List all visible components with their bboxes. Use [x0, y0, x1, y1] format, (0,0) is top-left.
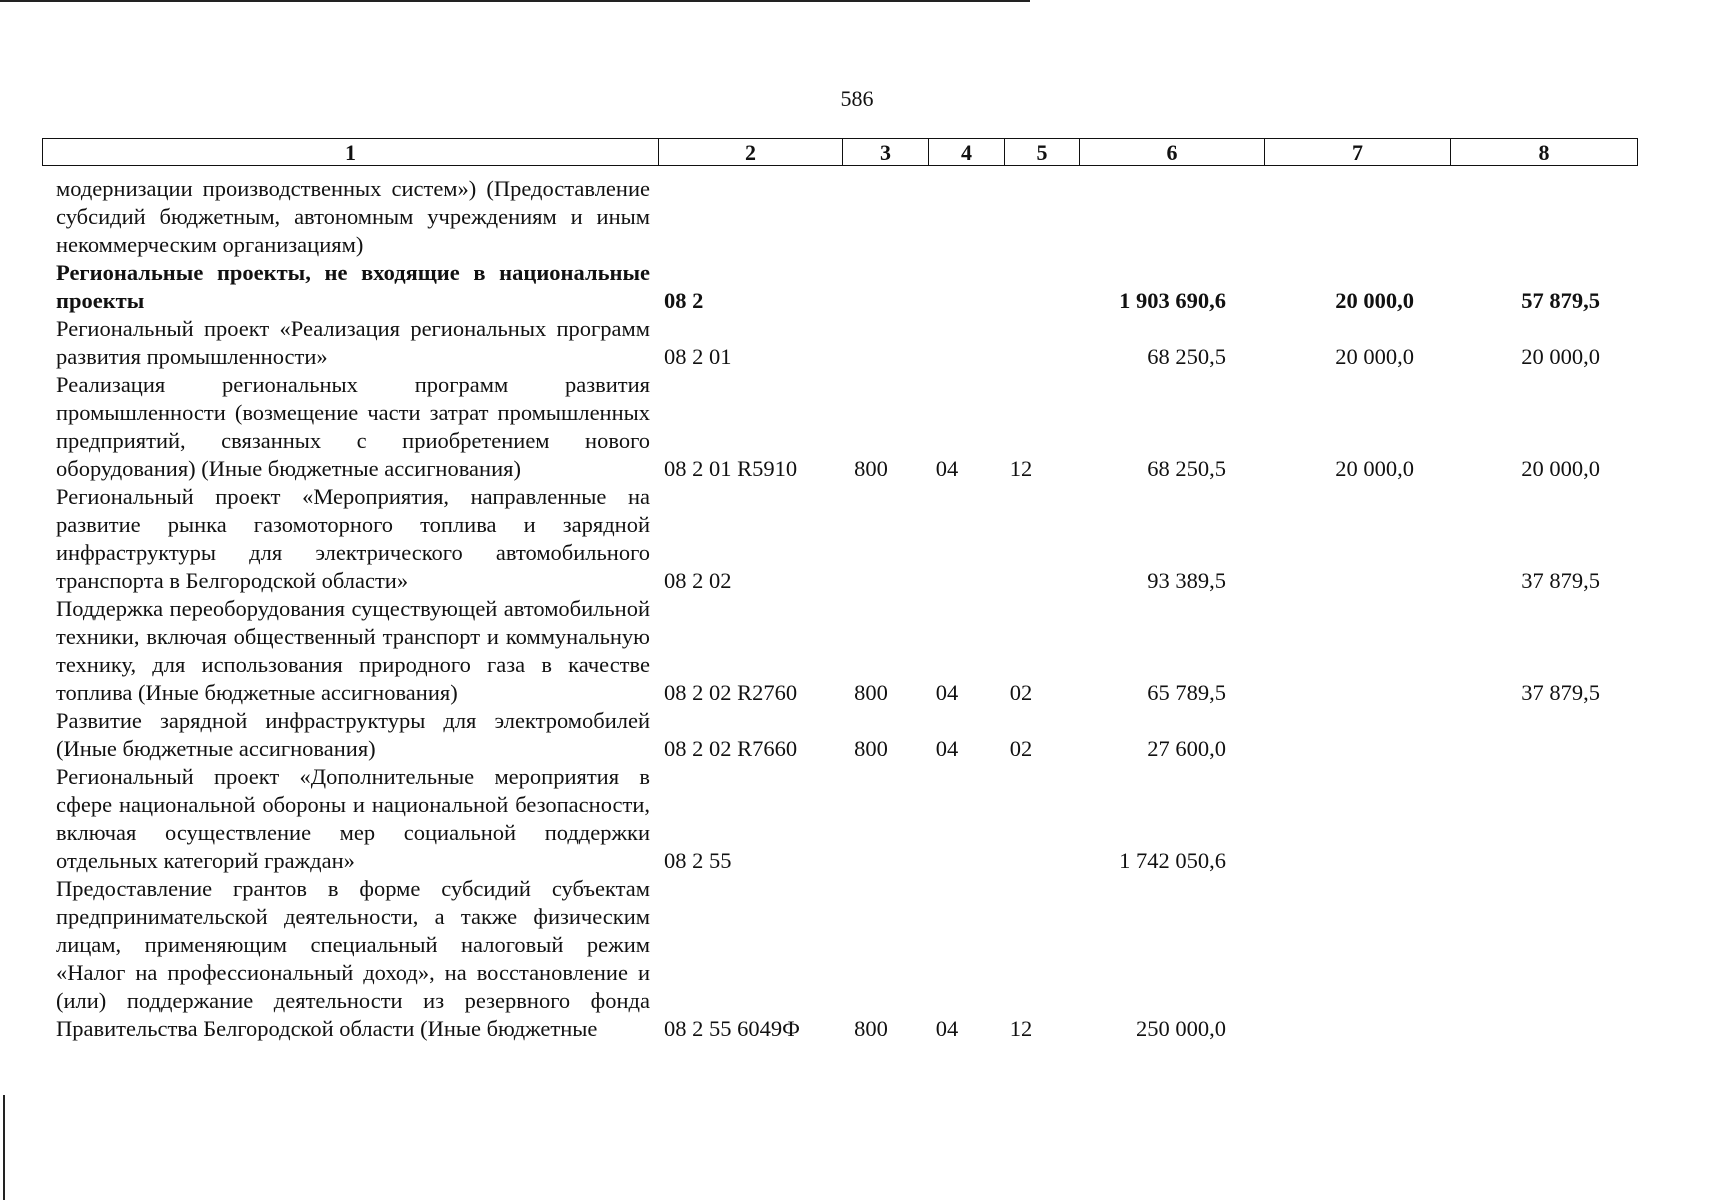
row-col8-value: 20 000,0	[1521, 456, 1600, 481]
row-name-cell: Региональные проекты, не входящие в национальные проекты	[56, 260, 650, 313]
table-row	[56, 707, 1638, 763]
row-col6-value: 65 789,5	[1147, 680, 1226, 705]
table-row	[56, 483, 1638, 595]
header-col-7: 7	[1265, 139, 1451, 165]
row-name-cell: Развитие зарядной инфраструктуры для электромобилей (Иные бюджетные ассигнования)	[56, 708, 650, 761]
header-col-2: 2	[659, 139, 843, 165]
row-col8-value: 57 879,5	[1521, 288, 1600, 313]
row-col5-cell: 12	[1009, 456, 1033, 481]
table-row	[56, 175, 1638, 259]
header-col-1: 1	[43, 139, 659, 165]
page-number: 586	[840, 86, 874, 111]
table-row	[56, 595, 1638, 707]
row-col3-cell: 800	[854, 456, 888, 481]
row-col3-cell: 800	[854, 736, 888, 761]
row-col3-cell: 800	[854, 1016, 888, 1041]
row-name-cell: Предоставление грантов в форме субсидий субъектам предпринимательской деятельности, а также физическим лицам, применяющим специальный налоговый режим «Налог на профессиональный доход», на восстановление и (или) поддержание деятельности из резервного фонда Правительства Белгородской области (Иные бюджетные	[56, 876, 650, 1041]
row-name-cell: Реализация региональных программ развития промышленности (возмещение части затрат промышленных предприятий, связанных с приобретением нового оборудования) (Иные бюджетные ассигнования)	[56, 372, 650, 481]
left-border-line	[3, 1095, 5, 1200]
row-name-cell: модернизации производственных систем») (Предоставление субсидий бюджетным, автономным учреждениям и иным некоммерческим организациям)	[56, 176, 650, 257]
header-col-4: 4	[929, 139, 1005, 165]
row-col4-cell: 04	[935, 680, 959, 705]
row-name-cell: Региональный проект «Реализация региональных программ развития промышленности»	[56, 316, 650, 369]
table-row	[56, 371, 1638, 483]
top-border-line	[0, 0, 1030, 2]
row-col6-value: 250 000,0	[1136, 1016, 1226, 1041]
header-col-5: 5	[1005, 139, 1080, 165]
row-col8-value: 37 879,5	[1521, 568, 1600, 593]
row-code-cell: 08 2 55	[664, 848, 732, 873]
row-code-cell: 08 2 02 R7660	[664, 736, 798, 761]
header-col-3: 3	[843, 139, 929, 165]
row-col7-value: 20 000,0	[1335, 344, 1414, 369]
table-row	[56, 259, 1638, 315]
row-col5-cell: 02	[1009, 680, 1033, 705]
row-code-cell: 08 2 02 R2760	[664, 680, 798, 705]
row-code-cell: 08 2 02	[664, 568, 732, 593]
header-col-8: 8	[1538, 140, 1550, 165]
row-col6-value: 68 250,5	[1147, 344, 1226, 369]
row-col6-value: 1 903 690,6	[1119, 288, 1226, 313]
row-name-cell: Региональный проект «Дополнительные мероприятия в сфере национальной обороны и национальной безопасности, включая осуществление мер социальной поддержки отдельных категорий граждан»	[56, 764, 650, 873]
table-body	[56, 175, 1638, 1043]
row-col6-value: 68 250,5	[1147, 456, 1226, 481]
row-col4-cell: 04	[935, 456, 959, 481]
table-row	[56, 763, 1638, 875]
row-code-cell: 08 2 01 R5910	[664, 456, 798, 481]
row-code-cell: 08 2 01	[664, 344, 732, 369]
row-col3-cell: 800	[854, 680, 888, 705]
row-col6-value: 1 742 050,6	[1119, 848, 1226, 873]
row-col6-value: 93 389,5	[1147, 568, 1226, 593]
row-col4-cell: 04	[935, 736, 959, 761]
table-row	[56, 875, 1638, 1043]
row-col8-value: 37 879,5	[1521, 680, 1600, 705]
row-col7-value: 20 000,0	[1335, 288, 1414, 313]
row-code-cell: 08 2	[664, 288, 704, 313]
row-name-cell: Поддержка переоборудования существующей автомобильной техники, включая общественный транспорт и коммунальную технику, для использования природного газа в качестве топлива (Иные бюджетные ассигнования)	[56, 596, 650, 705]
header-col-6: 6	[1080, 139, 1265, 165]
row-col6-value: 27 600,0	[1147, 736, 1226, 761]
row-code-cell: 08 2 55 6049Ф	[664, 1016, 800, 1041]
row-col7-value: 20 000,0	[1335, 456, 1414, 481]
table-row	[56, 315, 1638, 371]
row-col5-cell: 02	[1009, 736, 1033, 761]
table-header	[42, 138, 1638, 166]
row-col8-value: 20 000,0	[1521, 344, 1600, 369]
row-name-cell: Региональный проект «Мероприятия, направленные на развитие рынка газомоторного топлива и зарядной инфраструктуры для электрического автомобильного транспорта в Белгородской области»	[56, 484, 650, 593]
row-col5-cell: 12	[1009, 1016, 1033, 1041]
row-col4-cell: 04	[935, 1016, 959, 1041]
